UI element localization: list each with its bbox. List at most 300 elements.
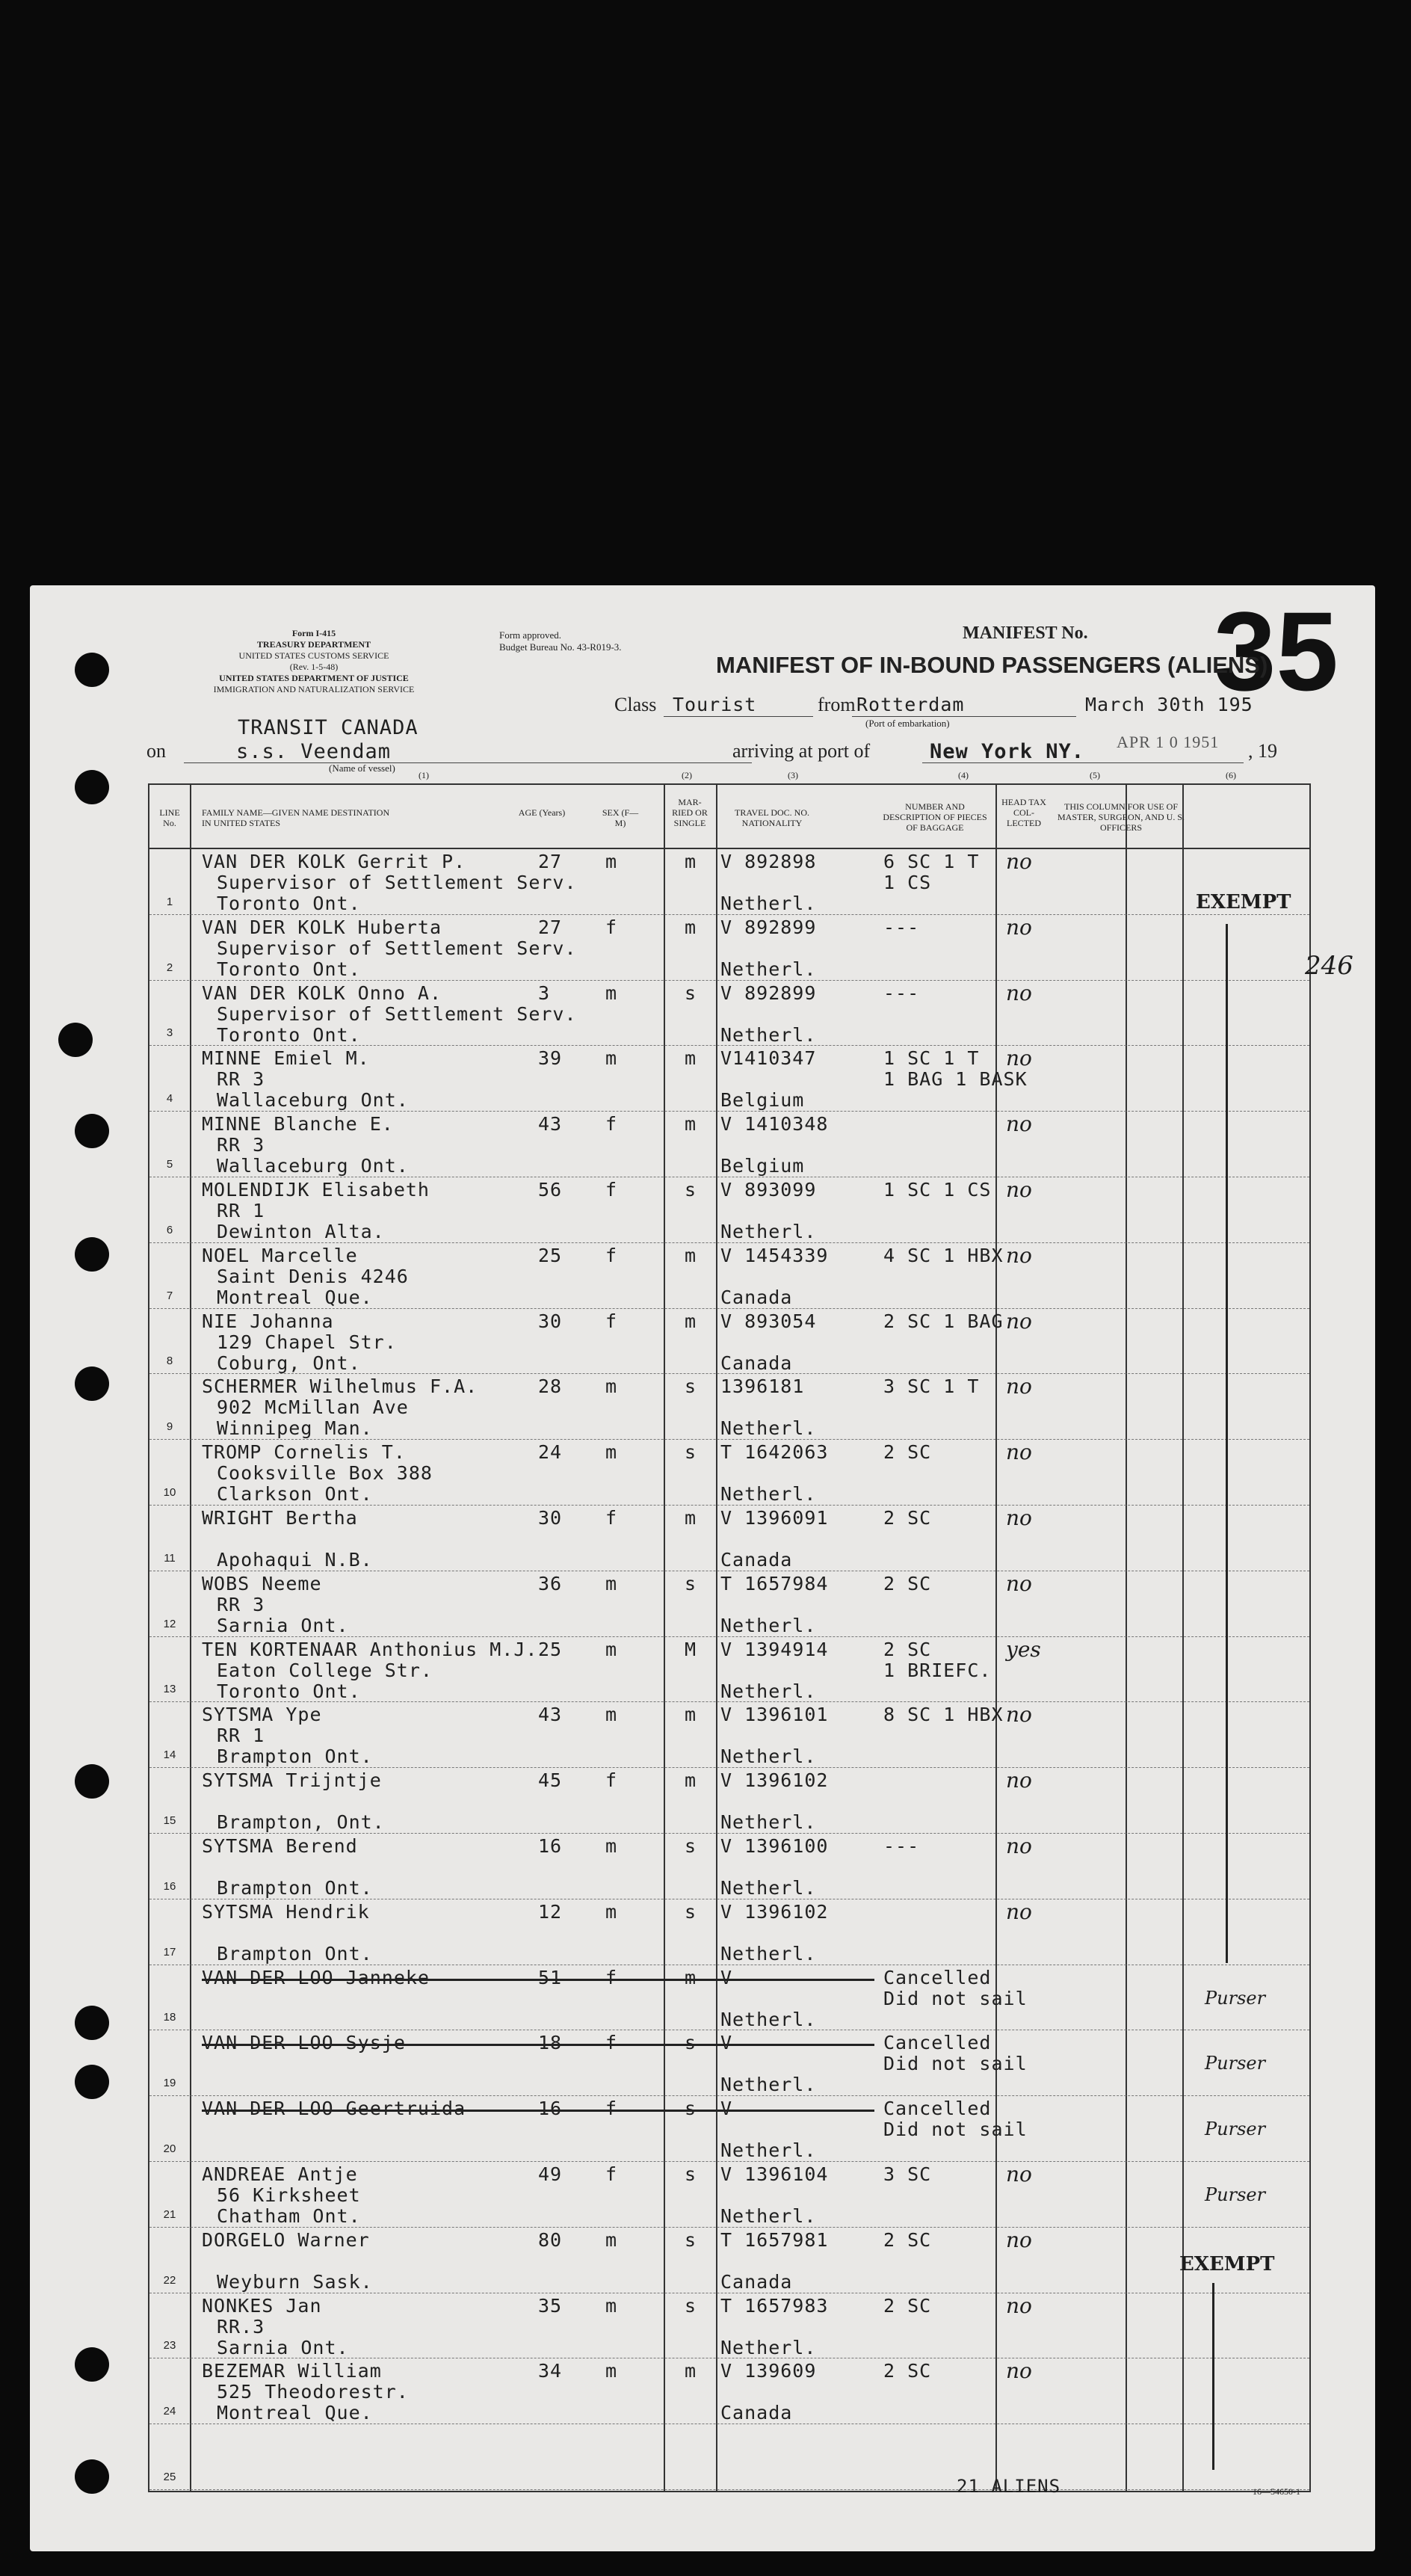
age: 36 (538, 1572, 563, 1594)
baggage-line-2: 1 CS (883, 872, 932, 893)
nationality: Netherl. (720, 1745, 817, 1768)
nationality: Canada (720, 1286, 793, 1308)
nationality: Netherl. (720, 2008, 817, 2030)
sex: m (605, 2360, 618, 2382)
head-tax: no (1006, 1177, 1032, 1202)
marital-status: m (685, 851, 697, 872)
destination: Toronto Ont. (217, 1680, 361, 1702)
cancellation-strike (202, 1979, 874, 1981)
table-row (149, 1243, 1309, 1309)
address-line: RR.3 (217, 2315, 265, 2338)
baggage-line-1: Cancelled (883, 2098, 992, 2120)
form-number: Form I-415 (291, 628, 336, 638)
destination: Toronto Ont. (217, 893, 361, 914)
col-num-4: (4) (958, 770, 969, 780)
table-row (149, 849, 1309, 915)
table-row (149, 2358, 1309, 2424)
destination: Toronto Ont. (217, 1023, 361, 1046)
binder-hole (75, 1764, 109, 1799)
table-row (149, 1177, 1309, 1243)
marital-status: m (685, 1507, 697, 1529)
form-agency-block (142, 628, 486, 695)
sex: f (605, 2032, 618, 2054)
nationality: Netherl. (720, 1811, 817, 1834)
marital-status: M (685, 1638, 697, 1660)
travel-doc-no: V 1410348 (720, 1113, 829, 1136)
head-tax: no (1006, 1506, 1032, 1530)
hdr-age: AGE (Years) (518, 807, 566, 818)
baggage-line-1: --- (883, 982, 920, 1004)
sex: f (605, 1507, 618, 1529)
age: 16 (538, 2098, 563, 2120)
nationality: Canada (720, 2270, 793, 2293)
sex: f (605, 1113, 618, 1136)
marital-status: m (685, 1113, 697, 1136)
passenger-name: MINNE Blanche E. (202, 1113, 394, 1136)
baggage-line-1: 4 SC 1 HBX (883, 1244, 1004, 1266)
col-num-6: (6) (1226, 770, 1236, 780)
baggage-line-1: 2 SC (883, 1441, 932, 1464)
binder-hole (58, 1023, 93, 1057)
binder-hole (75, 1237, 109, 1272)
baggage-line-1: 2 SC (883, 2360, 932, 2382)
cancellation-strike (202, 2110, 874, 2112)
passenger-name: TROMP Cornelis T. (202, 1441, 406, 1464)
head-tax: no (1006, 1440, 1032, 1465)
travel-doc-no: V 892899 (720, 982, 817, 1004)
head-tax: no (1006, 2293, 1032, 2318)
arriving-underline (922, 762, 1244, 763)
baggage-line-1: 2 SC (883, 1572, 932, 1594)
row-separator (149, 2489, 1309, 2490)
head-tax: no (1006, 2162, 1032, 2187)
nationality: Netherl. (720, 2205, 817, 2227)
age: 30 (538, 1507, 563, 1529)
table-row (149, 1309, 1309, 1375)
sex: m (605, 1441, 618, 1464)
ins: IMMIGRATION AND NATURALIZATION SERVICE (213, 684, 415, 694)
marital-status: s (685, 1441, 697, 1464)
destination: Brampton, Ont. (217, 1811, 385, 1834)
head-tax: no (1006, 980, 1032, 1005)
hdr-baggage: NUMBER AND DESCRIPTION OF PIECES OF BAGGAGE (883, 801, 987, 833)
table-row (149, 2162, 1309, 2228)
table-row (149, 1965, 1309, 2031)
head-tax: no (1006, 1768, 1032, 1793)
exempt-line-bottom (1212, 2283, 1214, 2470)
binder-hole (75, 770, 109, 804)
baggage-line-1: 2 SC (883, 2294, 932, 2317)
address-line: Cooksville Box 388 (217, 1462, 433, 1485)
passenger-name: NOEL Marcelle (202, 1244, 358, 1266)
passenger-name: NIE Johanna (202, 1310, 334, 1332)
sex: m (605, 1047, 618, 1070)
baggage-line-1: 3 SC 1 T (883, 1375, 980, 1398)
passenger-name: ANDREAE Antje (202, 2163, 358, 2185)
travel-doc-no: T 1657984 (720, 1572, 829, 1594)
head-tax: no (1006, 1899, 1032, 1924)
age: 49 (538, 2163, 563, 2185)
footer-code: 16—54650-1 (1253, 2486, 1300, 2497)
age: 25 (538, 1638, 563, 1660)
travel-doc-no: V 139609 (720, 2360, 817, 2382)
line-number: 12 (163, 1617, 176, 1630)
binder-hole (75, 2459, 109, 2494)
sex: f (605, 2163, 618, 2185)
age: 27 (538, 851, 563, 872)
age: 25 (538, 1244, 563, 1266)
year-suffix: , 19 (1248, 740, 1277, 762)
address-line: RR 3 (217, 1068, 265, 1091)
nationality: Netherl. (720, 1417, 817, 1440)
hdr-married: MAR-RIED OR SINGLE (672, 797, 708, 828)
received-stamp: APR 1 0 1951 (1117, 733, 1220, 751)
from-underline (852, 716, 1076, 717)
marital-status: s (685, 982, 697, 1004)
address-line: Saint Denis 4246 (217, 1265, 409, 1287)
nationality: Netherl. (720, 1483, 817, 1506)
travel-doc-no: V (720, 2032, 733, 2054)
travel-doc-no: V (720, 2098, 733, 2120)
passenger-name: SYTSMA Hendrik (202, 1900, 370, 1923)
table-row (149, 1899, 1309, 1965)
officer-note: Purser (1205, 1987, 1266, 2009)
line-number: 9 (166, 1420, 173, 1434)
passenger-name: TEN KORTENAAR Anthonius M.J. (202, 1638, 538, 1660)
sex: m (605, 1835, 618, 1857)
line-number: 11 (164, 1551, 176, 1565)
line-number: 5 (166, 1157, 173, 1171)
sex: m (605, 982, 618, 1004)
line-number: 21 (163, 2207, 176, 2221)
address-line: RR 3 (217, 1134, 265, 1156)
baggage-line-2: Did not sail (883, 1987, 1028, 2009)
port-embarkation-label: (Port of embarkation) (865, 718, 950, 729)
hdr-sex: SEX (F—M) (602, 807, 639, 828)
marital-status: s (685, 1375, 697, 1398)
address-line: RR 1 (217, 1725, 265, 1747)
table-row (149, 1571, 1309, 1637)
line-number: 24 (163, 2405, 176, 2418)
sex: m (605, 1638, 618, 1660)
passenger-name: VAN DER LOO Geertruida (202, 2098, 466, 2120)
age: 18 (538, 2032, 563, 2054)
marital-status: s (685, 1179, 697, 1201)
travel-doc-no: T 1657983 (720, 2294, 829, 2317)
col-num-3: (3) (788, 770, 798, 780)
age: 34 (538, 2360, 563, 2382)
line-number: 10 (163, 1485, 176, 1499)
baggage-line-1: Cancelled (883, 1966, 992, 1988)
age: 39 (538, 1047, 563, 1070)
table-row (149, 1440, 1309, 1506)
age: 80 (538, 2228, 563, 2251)
marital-status: m (685, 1966, 697, 1988)
head-tax: no (1006, 1308, 1032, 1334)
passenger-name: WOBS Neeme (202, 1572, 322, 1594)
hdr-name: FAMILY NAME—GIVEN NAME DESTINATION IN UNITED STATES (202, 807, 390, 828)
head-tax: no (1006, 1112, 1032, 1137)
nationality: Canada (720, 1352, 793, 1374)
nationality: Belgium (720, 1155, 805, 1177)
baggage-line-2: 1 BRIEFC. (883, 1659, 992, 1681)
destination: Montreal Que. (217, 1286, 373, 1308)
address-line: 129 Chapel Str. (217, 1331, 397, 1353)
table-row (149, 1834, 1309, 1899)
table-row (149, 981, 1309, 1047)
exempt-line-top (1226, 924, 1228, 1963)
sex: m (605, 1572, 618, 1594)
line-number: 20 (163, 2142, 176, 2155)
age: 12 (538, 1900, 563, 1923)
destination: Brampton Ont. (217, 1942, 373, 1965)
marital-status: s (685, 2032, 697, 2054)
passenger-name: MOLENDIJK Elisabeth (202, 1179, 430, 1201)
manifest-title: MANIFEST OF IN-BOUND PASSENGERS (ALIENS) (716, 652, 1268, 678)
on-label: on (146, 740, 166, 762)
age: 16 (538, 1835, 563, 1857)
table-row (149, 2424, 1309, 2490)
line-number: 22 (163, 2273, 176, 2287)
form-revision: (Rev. 1-5-48) (289, 662, 339, 672)
passenger-table (148, 783, 1311, 2492)
nationality: Canada (720, 1549, 793, 1571)
line-number: 18 (163, 2011, 176, 2024)
age: 3 (538, 982, 551, 1004)
table-row (149, 1112, 1309, 1177)
travel-doc-no: T 1642063 (720, 1441, 829, 1464)
age: 43 (538, 1704, 563, 1726)
passenger-name: VAN DER LOO Janneke (202, 1966, 430, 1988)
nationality: Netherl. (720, 1614, 817, 1636)
class-label: Class (614, 694, 657, 715)
travel-doc-no: V 892899 (720, 916, 817, 938)
age: 51 (538, 1966, 563, 1988)
address-line: 56 Kirksheet (217, 2184, 361, 2206)
table-row (149, 2030, 1309, 2096)
address-line: Supervisor of Settlement Serv. (217, 1002, 577, 1025)
hdr-line-no: LINE No. (159, 807, 180, 828)
sex: f (605, 1966, 618, 1988)
marital-status: m (685, 1310, 697, 1332)
baggage-line-1: 2 SC (883, 1507, 932, 1529)
binder-hole (75, 653, 109, 687)
table-row (149, 1768, 1309, 1834)
exempt-stamp-bottom: EXEMPT (1179, 2253, 1275, 2275)
arriving-label: arriving at port of (732, 740, 871, 762)
nationality: Netherl. (720, 1942, 817, 1965)
travel-doc-no: V (720, 1966, 733, 1988)
table-row (149, 1702, 1309, 1768)
line-number: 8 (166, 1355, 173, 1368)
destination: Wallaceburg Ont. (217, 1089, 409, 1112)
marital-status: m (685, 916, 697, 938)
age: 45 (538, 1769, 563, 1792)
travel-doc-no: V 893099 (720, 1179, 817, 1201)
nationality: Netherl. (720, 2336, 817, 2358)
form-approval (499, 629, 622, 653)
passenger-name: BEZEMAR William (202, 2360, 382, 2382)
line-number: 1 (166, 895, 173, 908)
sex: m (605, 851, 618, 872)
nationality: Belgium (720, 1089, 805, 1112)
head-tax: no (1006, 2358, 1032, 2384)
line-number: 14 (163, 1748, 176, 1762)
table-row (149, 2228, 1309, 2293)
head-tax: no (1006, 1834, 1032, 1858)
passenger-name: SYTSMA Trijntje (202, 1769, 382, 1792)
address-line: Supervisor of Settlement Serv. (217, 872, 577, 893)
class-value: Tourist (673, 694, 757, 715)
line-number: 17 (163, 1945, 176, 1959)
baggage-line-1: --- (883, 1835, 920, 1857)
age: 35 (538, 2294, 563, 2317)
nationality: Netherl. (720, 958, 817, 980)
sex: m (605, 1375, 618, 1398)
head-tax: no (1006, 1374, 1032, 1399)
marital-status: s (685, 2228, 697, 2251)
col-num-5: (5) (1090, 770, 1100, 780)
sex: f (605, 1179, 618, 1201)
sex: m (605, 1900, 618, 1923)
binder-hole (75, 2006, 109, 2040)
travel-doc-no: 1396181 (720, 1375, 805, 1398)
age: 27 (538, 916, 563, 938)
destination: Montreal Que. (217, 2402, 373, 2424)
head-tax: no (1006, 1571, 1032, 1596)
destination: Wallaceburg Ont. (217, 1155, 409, 1177)
destination: Brampton Ont. (217, 1877, 373, 1899)
travel-doc-no: V 1396102 (720, 1900, 829, 1923)
head-tax: no (1006, 2227, 1032, 2252)
line-number: 25 (163, 2470, 176, 2483)
class-underline (664, 716, 813, 717)
address-line: RR 3 (217, 1593, 265, 1615)
vessel-underline (184, 762, 752, 763)
sex: f (605, 2098, 618, 2120)
table-row (149, 915, 1309, 981)
from-label: from (818, 694, 856, 715)
binder-hole (75, 1366, 109, 1401)
nationality: Netherl. (720, 2139, 817, 2162)
destination: Brampton Ont. (217, 1745, 373, 1768)
age: 28 (538, 1375, 563, 1398)
marital-status: m (685, 2360, 697, 2382)
vessel-label: (Name of vessel) (329, 762, 395, 774)
binder-hole (75, 2065, 109, 2099)
destination: Weyburn Sask. (217, 2270, 373, 2293)
table-row (149, 1374, 1309, 1440)
baggage-line-1: 2 SC 1 BAG (883, 1310, 1004, 1332)
travel-doc-no: T 1657981 (720, 2228, 829, 2251)
baggage-line-1: 2 SC (883, 1638, 932, 1660)
destination: Toronto Ont. (217, 958, 361, 980)
exempt-stamp-top: EXEMPT (1196, 891, 1291, 913)
baggage-line-2: 1 BAG 1 BASK (883, 1068, 1028, 1091)
address-line: Supervisor of Settlement Serv. (217, 937, 577, 959)
passenger-name: MINNE Emiel M. (202, 1047, 370, 1070)
officer-note: Purser (1205, 2119, 1266, 2140)
line-number: 23 (163, 2339, 176, 2352)
passenger-name: VAN DER KOLK Gerrit P. (202, 851, 466, 872)
passenger-name: VAN DER LOO Sysje (202, 2032, 406, 2054)
baggage-line-2: Did not sail (883, 2053, 1028, 2075)
marital-status: m (685, 1047, 697, 1070)
marital-status: s (685, 1900, 697, 1923)
customs-service: UNITED STATES CUSTOMS SERVICE (238, 650, 389, 661)
number-246: 246 (1305, 951, 1353, 981)
nationality: Canada (720, 2402, 793, 2424)
passenger-name: DORGELO Warner (202, 2228, 370, 2251)
table-row (149, 1506, 1309, 1571)
sex: m (605, 1704, 618, 1726)
baggage-line-1: 1 SC 1 CS (883, 1179, 992, 1201)
travel-doc-no: V 892898 (720, 851, 817, 872)
marital-status: s (685, 2163, 697, 2185)
baggage-line-1: --- (883, 916, 920, 938)
head-tax: no (1006, 1046, 1032, 1071)
travel-doc-no: V 1396091 (720, 1507, 829, 1529)
treasury-dept: TREASURY DEPARTMENT (256, 639, 371, 650)
travel-doc-no: V 1396102 (720, 1769, 829, 1792)
officer-note: Purser (1205, 2053, 1266, 2074)
line-number: 6 (166, 1223, 173, 1236)
hdr-officers: THIS COLUMN FOR USE OF MASTER, SURGEON, AND U. S. OFFICERS (1057, 801, 1185, 833)
sex: m (605, 2294, 618, 2317)
nationality: Netherl. (720, 1680, 817, 1702)
aliens-total: 21 ALIENS (957, 2476, 1061, 2497)
sex: f (605, 916, 618, 938)
baggage-line-1: 8 SC 1 HBX (883, 1704, 1004, 1726)
sex: f (605, 1244, 618, 1266)
head-tax: no (1006, 914, 1032, 940)
destination: Dewinton Alta. (217, 1221, 385, 1242)
table-row (149, 2293, 1309, 2359)
line-number: 15 (163, 1814, 176, 1827)
passenger-name: SCHERMER Wilhelmus F.A. (202, 1375, 478, 1398)
line-number: 19 (163, 2077, 176, 2090)
head-tax: yes (1006, 1636, 1041, 1662)
baggage-line-1: 2 SC (883, 2228, 932, 2251)
passenger-name: WRIGHT Bertha (202, 1507, 358, 1529)
age: 24 (538, 1441, 563, 1464)
marital-status: s (685, 2294, 697, 2317)
officer-note: Purser (1205, 2184, 1266, 2205)
table-row (149, 1637, 1309, 1703)
destination: Chatham Ont. (217, 2205, 361, 2227)
travel-doc-no: V 1396104 (720, 2163, 829, 2185)
transit-canada: TRANSIT CANADA (238, 716, 419, 739)
arriving-port: New York NY. (930, 740, 1085, 763)
destination: Sarnia Ont. (217, 1614, 349, 1636)
travel-doc-no: V1410347 (720, 1047, 817, 1070)
passenger-name: VAN DER KOLK Onno A. (202, 982, 442, 1004)
address-line: Eaton College Str. (217, 1659, 433, 1681)
baggage-line-1: Cancelled (883, 2032, 992, 2054)
travel-doc-no: V 1396101 (720, 1704, 829, 1726)
address-line: RR 1 (217, 1200, 265, 1221)
passenger-name: SYTSMA Ype (202, 1704, 322, 1726)
nationality: Netherl. (720, 1023, 817, 1046)
doj: UNITED STATES DEPARTMENT OF JUSTICE (219, 673, 409, 683)
travel-doc-no: V 1454339 (720, 1244, 829, 1266)
col-num-2: (2) (682, 770, 692, 780)
travel-doc-no: V 893054 (720, 1310, 817, 1332)
from-value: Rotterdam (856, 694, 965, 715)
cancellation-strike (202, 2044, 874, 2046)
passenger-name: VAN DER KOLK Huberta (202, 916, 442, 938)
address-line: 902 McMillan Ave (217, 1396, 409, 1419)
